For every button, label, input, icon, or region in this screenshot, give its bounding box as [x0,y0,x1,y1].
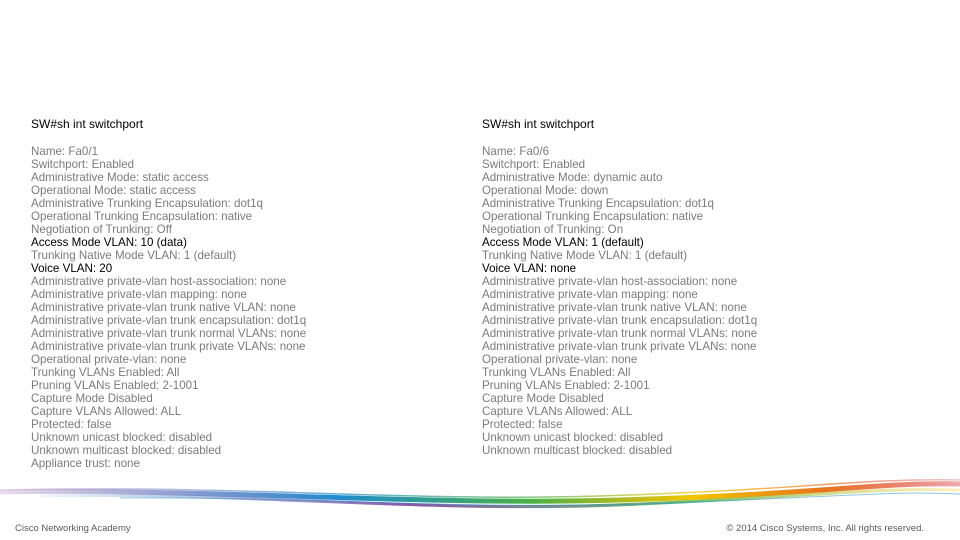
cli-output-line: Operational Mode: down [482,184,609,197]
cli-output-line: Protected: false [482,418,563,431]
cli-output-line: Switchport: Enabled [31,158,135,171]
cli-output-line: Operational Trunking Encapsulation: native [31,210,253,223]
cli-output-line: Unknown unicast blocked: disabled [482,431,664,444]
cli-output-line: Switchport: Enabled [482,158,586,171]
cli-command-right: SW#sh int switchport [482,117,595,131]
cli-output-line: Trunking Native Mode VLAN: 1 (default) [482,249,688,262]
cli-output-left [31,145,471,470]
cli-output-line: Appliance trust: none [31,457,140,470]
cli-output-line: Administrative Trunking Encapsulation: dot1q [31,197,264,210]
cli-output-line: Operational Trunking Encapsulation: native [482,210,704,223]
footer-brand: Cisco Networking Academy [15,523,131,534]
cli-output-line: Administrative private-vlan trunk normal VLANs: none [482,327,758,340]
cli-output-line-highlighted: Voice VLAN: 20 [31,262,113,275]
footer-copyright: © 2014 Cisco Systems, Inc. All rights reserved. [726,523,924,534]
cli-output-line: Administrative private-vlan host-association: none [31,275,287,288]
cli-output-line: Administrative private-vlan mapping: none [31,288,247,301]
cli-output-line: Administrative Mode: dynamic auto [482,171,663,184]
cli-output-line: Capture VLANs Allowed: ALL [31,405,182,418]
cli-output-line: Administrative private-vlan trunk encapsulation: dot1q [31,314,307,327]
cli-output-line: Name: Fa0/1 [31,145,99,158]
cli-output-line: Pruning VLANs Enabled: 2-1001 [482,379,650,392]
cli-output-line: Administrative private-vlan trunk private VLANs: none [482,340,757,353]
cli-output-line: Negotiation of Trunking: Off [31,223,172,236]
cli-command-left: SW#sh int switchport [31,117,144,131]
cli-output-line: Administrative Trunking Encapsulation: dot1q [482,197,715,210]
cli-output-line-highlighted: Access Mode VLAN: 1 (default) [482,236,644,249]
cli-output-line: Capture Mode Disabled [482,392,604,405]
cli-output-line-highlighted: Voice VLAN: none [482,262,577,275]
cli-output-line: Trunking Native Mode VLAN: 1 (default) [31,249,237,262]
output-left-panel [31,117,471,470]
cli-output-line: Protected: false [31,418,112,431]
cli-output-line: Operational private-vlan: none [482,353,638,366]
cli-output-line: Name: Fa0/6 [482,145,550,158]
cli-output-line: Pruning VLANs Enabled: 2-1001 [31,379,199,392]
cli-output-line: Administrative private-vlan trunk normal VLANs: none [31,327,307,340]
cli-output-line: Unknown multicast blocked: disabled [31,444,222,457]
cli-output-line: Administrative private-vlan host-association: none [482,275,738,288]
cli-output-line: Administrative Mode: static access [31,171,209,184]
cli-output-line: Administrative private-vlan trunk native VLAN: none [31,301,296,314]
cli-output-line: Administrative private-vlan trunk encapsulation: dot1q [482,314,758,327]
cli-output-line: Trunking VLANs Enabled: All [31,366,180,379]
cli-output-line: Operational Mode: static access [31,184,196,197]
cli-output-line: Administrative private-vlan trunk private VLANs: none [31,340,306,353]
cli-output-line: Trunking VLANs Enabled: All [482,366,631,379]
output-right-panel [482,117,922,457]
cli-output-right [482,145,922,457]
cli-output-line: Unknown multicast blocked: disabled [482,444,673,457]
decorative-swoosh [0,462,960,522]
cli-output-line-highlighted: Access Mode VLAN: 10 (data) [31,236,187,249]
cli-output-line: Capture Mode Disabled [31,392,153,405]
cli-output-line: Negotiation of Trunking: On [482,223,624,236]
cli-output-line: Unknown unicast blocked: disabled [31,431,213,444]
cli-output-line: Operational private-vlan: none [31,353,187,366]
cli-output-line: Administrative private-vlan trunk native VLAN: none [482,301,747,314]
cli-output-line: Capture VLANs Allowed: ALL [482,405,633,418]
cli-output-line: Administrative private-vlan mapping: none [482,288,698,301]
